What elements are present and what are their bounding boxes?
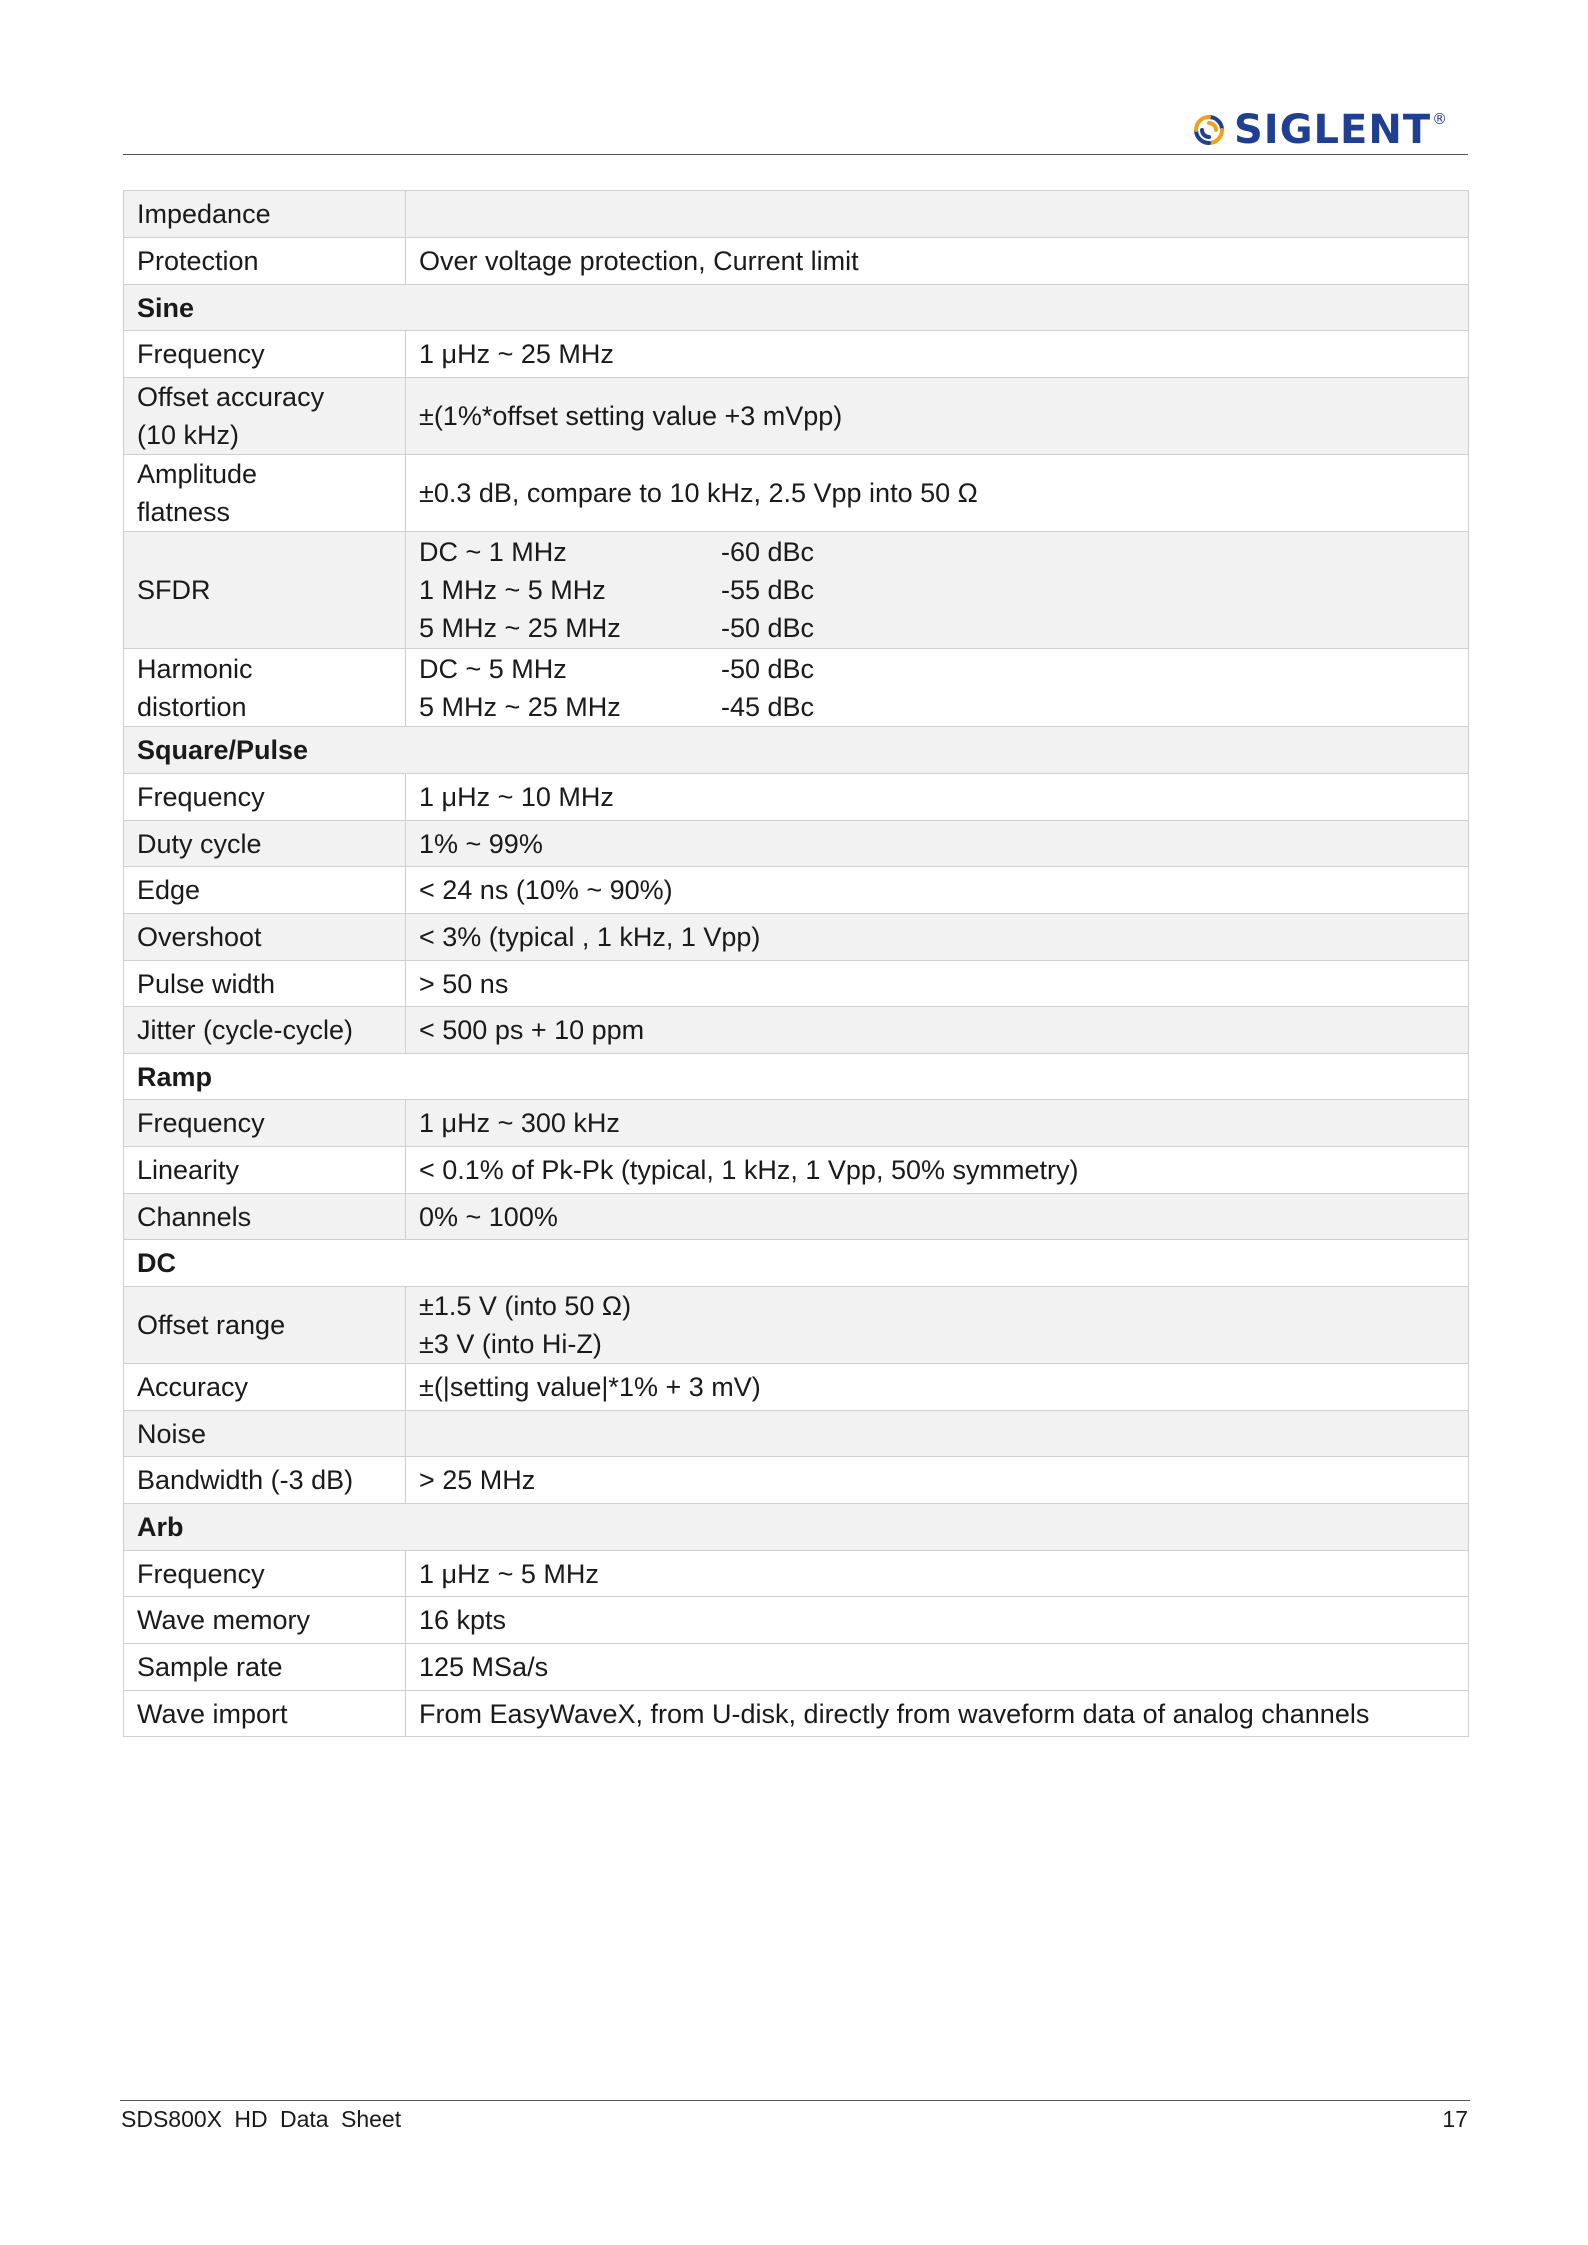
param-label: Duty cycle — [124, 821, 406, 867]
spec-table — [123, 190, 1469, 1737]
level-value: -50 dBc — [721, 613, 815, 643]
table-row — [124, 1644, 1469, 1691]
section-heading: Ramp — [124, 1054, 1469, 1100]
table-row — [124, 1691, 1469, 1737]
level-value: -45 dBc — [721, 691, 815, 722]
registered-mark: ® — [1432, 110, 1448, 128]
param-value: < 0.1% of Pk-Pk (typical, 1 kHz, 1 Vpp, 50% symmetry) — [406, 1147, 1469, 1194]
param-label: Wave import — [124, 1691, 406, 1737]
param-value — [406, 378, 1469, 455]
param-label: Frequency — [124, 774, 406, 821]
label-line: (10 kHz) — [137, 420, 240, 450]
footer-rule — [120, 2100, 1470, 2101]
table-row — [124, 821, 1469, 867]
table-row — [124, 774, 1469, 821]
param-value: 1% ~ 99% — [406, 821, 1469, 867]
param-label: Bandwidth (-3 dB) — [124, 1457, 406, 1504]
value-line: ±3 V (into Hi-Z) — [419, 1329, 602, 1359]
value-line: ±(1%*offset setting value +3 mVpp) — [419, 401, 843, 431]
param-value: Over voltage protection, Current limit — [406, 238, 1469, 285]
param-label: Impedance — [124, 191, 406, 238]
level-value: -60 dBc — [721, 537, 815, 567]
param-label — [124, 455, 406, 532]
table-row — [124, 455, 1469, 532]
document-title: SDS800X HD Data Sheet — [121, 2106, 402, 2132]
param-label: Linearity — [124, 1147, 406, 1194]
param-label: Accuracy — [124, 1364, 406, 1411]
table-row — [124, 649, 1469, 727]
freq-range: 5 MHz ~ 25 MHz — [419, 691, 621, 722]
param-label — [124, 649, 406, 727]
param-label: Jitter (cycle-cycle) — [124, 1007, 406, 1054]
table-row — [124, 331, 1469, 378]
table-row — [124, 532, 1469, 649]
freq-range: DC ~ 1 MHz — [419, 537, 567, 567]
label-line: Amplitude — [137, 459, 258, 489]
param-label: Noise — [124, 1411, 406, 1457]
param-value: 1 μHz ~ 25 MHz — [406, 331, 1469, 378]
param-value: From EasyWaveX, from U-disk, directly from waveform data of analog channels — [406, 1691, 1469, 1737]
section-heading: Square/Pulse — [124, 727, 1469, 774]
param-value: 0% ~ 100% — [406, 1194, 1469, 1240]
table-row — [124, 238, 1469, 285]
param-value: 16 kpts — [406, 1597, 1469, 1644]
value-line: ±0.3 dB, compare to 10 kHz, 2.5 Vpp into 50 Ω — [419, 478, 978, 508]
value-line: ±1.5 V (into 50 Ω) — [419, 1291, 632, 1321]
param-label: Protection — [124, 238, 406, 285]
section-heading: Arb — [124, 1504, 1469, 1551]
param-label: Pulse width — [124, 961, 406, 1007]
param-value: < 3% (typical , 1 kHz, 1 Vpp) — [406, 914, 1469, 961]
param-label — [124, 1287, 406, 1364]
label-line: flatness — [137, 497, 231, 527]
label-line: Harmonic — [137, 653, 253, 684]
table-row — [124, 1100, 1469, 1147]
table-row — [124, 378, 1469, 455]
brand-name: SIGLENT — [1234, 107, 1432, 153]
siglent-logo — [1190, 108, 1470, 152]
table-row — [124, 1194, 1469, 1240]
param-value — [406, 191, 1469, 238]
freq-level-pair — [419, 533, 1455, 571]
param-value: 125 MSa/s — [406, 1644, 1469, 1691]
level-value: -55 dBc — [721, 575, 815, 605]
param-label: Frequency — [124, 1551, 406, 1597]
param-label: SFDR — [124, 532, 406, 649]
table-row — [124, 1597, 1469, 1644]
freq-range: 5 MHz ~ 25 MHz — [419, 613, 621, 643]
param-value: < 500 ps + 10 ppm — [406, 1007, 1469, 1054]
param-value — [406, 1411, 1469, 1457]
param-value: > 25 MHz — [406, 1457, 1469, 1504]
param-value — [406, 532, 1469, 649]
section-row — [124, 285, 1469, 331]
param-value: 1 μHz ~ 5 MHz — [406, 1551, 1469, 1597]
table-row — [124, 1411, 1469, 1457]
freq-level-pair — [419, 609, 1455, 647]
param-value: 1 μHz ~ 300 kHz — [406, 1100, 1469, 1147]
section-heading: Sine — [124, 285, 1469, 331]
param-value: < 24 ns (10% ~ 90%) — [406, 867, 1469, 914]
section-row — [124, 1504, 1469, 1551]
table-row — [124, 1007, 1469, 1054]
table-row — [124, 1364, 1469, 1411]
param-value: 1 μHz ~ 10 MHz — [406, 774, 1469, 821]
header-rule — [123, 154, 1468, 155]
param-value — [406, 1287, 1469, 1364]
label-line: Offset accuracy — [137, 382, 325, 412]
param-label — [124, 378, 406, 455]
page-number: 17 — [1442, 2106, 1468, 2132]
param-label: Frequency — [124, 331, 406, 378]
label-line: distortion — [137, 691, 247, 722]
section-row — [124, 727, 1469, 774]
table-row — [124, 1551, 1469, 1597]
section-row — [124, 1054, 1469, 1100]
table-row — [124, 191, 1469, 238]
freq-level-pair — [419, 688, 1455, 726]
param-label: Edge — [124, 867, 406, 914]
table-row — [124, 914, 1469, 961]
freq-level-pair — [419, 571, 1455, 609]
table-row — [124, 961, 1469, 1007]
param-label: Channels — [124, 1194, 406, 1240]
param-label: Overshoot — [124, 914, 406, 961]
siglent-swirl-icon — [1190, 111, 1228, 149]
param-value — [406, 455, 1469, 532]
param-label: Sample rate — [124, 1644, 406, 1691]
freq-range: 1 MHz ~ 5 MHz — [419, 575, 606, 605]
table-row — [124, 867, 1469, 914]
section-heading: DC — [124, 1240, 1469, 1287]
section-row — [124, 1240, 1469, 1287]
param-value — [406, 649, 1469, 727]
label-line: Offset range — [137, 1310, 286, 1340]
param-label: Wave memory — [124, 1597, 406, 1644]
freq-range: DC ~ 5 MHz — [419, 653, 567, 684]
param-value: ±(|setting value|*1% + 3 mV) — [406, 1364, 1469, 1411]
freq-level-pair — [419, 650, 1455, 688]
param-label: Frequency — [124, 1100, 406, 1147]
table-row — [124, 1287, 1469, 1364]
table-row — [124, 1147, 1469, 1194]
table-row — [124, 1457, 1469, 1504]
param-value: > 50 ns — [406, 961, 1469, 1007]
level-value: -50 dBc — [721, 653, 815, 684]
